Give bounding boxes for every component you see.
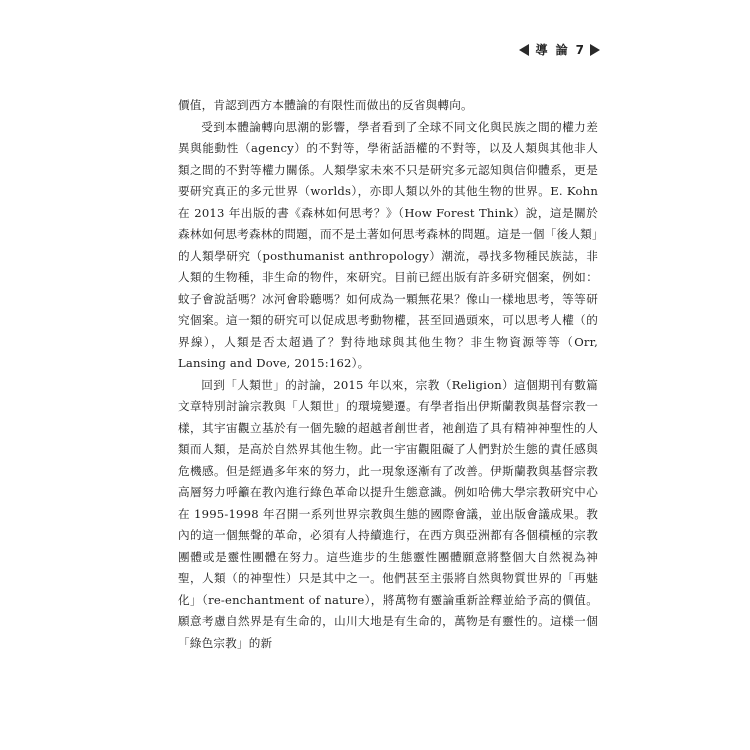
paragraph-ontological-turn: 受到本體論轉向思潮的影響，學者看到了全球不同文化與民族之間的權力差異與能動性（agency）的不對等，學術話語權的不對等，以及人類與其他非人類之間的不對等權力關係。人類學家未來不只是研究多元認知與信仰體系，更是要研究真正的多元世界（worlds），亦即人類以外的其他生物的世界。E. Kohn 在 2013 年出版的書《森林如何思考？》（How Forest Think）說，這是關於森林如何思考森林的問題，而不是土著如何思考森林的問題。這是一個「後人類」的人類學研究（posthumanist anthropology）潮流，尋找多物種民族誌，非人類的生物種，非生命的物件，來研究。目前已經出版有許多研究個案，例如：蚊子會說話嗎？冰河會聆聽嗎？如何成為一顆無花果？像山一樣地思考，等等研究個案。這一類的研究可以促成思考動物權，甚至回過頭來，可以思考人權（的界線），人類是否太超過了？對待地球與其他生物？非生物資源等等（Orr, Lansing and Dove, 2015:162）。 [178,119,598,370]
triangle-right-icon [590,44,600,56]
paragraph-anthropocene-religion: 回到「人類世」的討論，2015 年以來，宗教（Religion）這個期刊有數篇文章特別討論宗教與「人類世」的環境變遷。有學者指出伊斯蘭教與基督宗教一樣，其宇宙觀立基於有一個先驗的超越者創世者，祂創造了具有精神神聖性的人類而人類，是高於自然界其他生物。此一宇宙觀阻礙了人們對於生態的責任感與危機感。但是經過多年來的努力，此一現象逐漸有了改善。伊斯蘭教與基督宗教高層努力呼籲在教內進行綠色革命以提升生態意識。例如哈佛大學宗教研究中心在 1995-1998 年召開一系列世界宗教與生態的國際會議，並出版會議成果。教內的這一個無聲的革命，必須有人持續進行，在西方與亞洲都有各個積極的宗教團體或是靈性團體在努力。這些進步的生態靈性團體願意將整個大自然視為神聖，人類（的神聖性）只是其中之一。他們甚至主張將自然與物質世界的「再魅化」（re-enchantment of nature），將萬物有靈論重新詮釋並給予高的價值。願意考慮自然界是有生命的，山川大地是有生命的，萬物是有靈性的。這樣一個「綠色宗教」的新 [178,377,598,650]
paragraph-continuation: 價值，肯認到西方本體論的有限性而做出的反省與轉向。 [178,98,473,112]
body-text [178,95,598,654]
triangle-left-icon [519,44,529,56]
page-number: 7 [575,42,584,57]
section-label: 導 論 [535,43,570,57]
running-header [519,41,600,58]
